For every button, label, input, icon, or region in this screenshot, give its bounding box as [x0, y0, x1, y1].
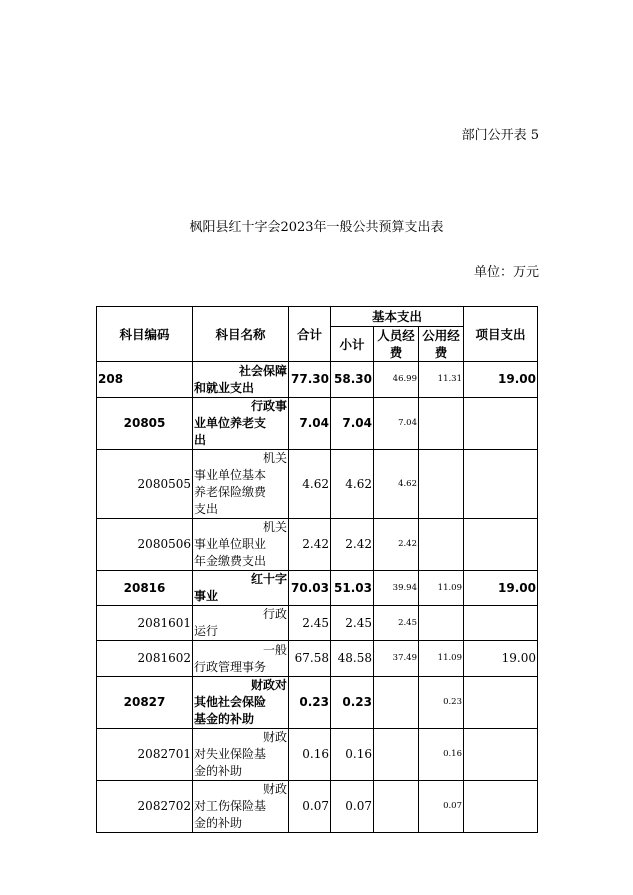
header-personnel: 人员经费: [374, 327, 419, 362]
header-basic: 基本支出: [331, 307, 464, 327]
cell-name-line: 财政: [262, 730, 287, 744]
table-row: [97, 571, 538, 606]
cell-name: [193, 677, 289, 729]
cell-name-line: 对工伤保险基: [194, 799, 267, 813]
cell-name-line: 养老保险缴费: [194, 485, 267, 499]
cell-name: [193, 641, 289, 677]
cell-subtotal: 58.30: [331, 362, 374, 398]
cell-subtotal: 2.42: [331, 519, 374, 571]
table-row: [97, 606, 538, 641]
cell-name: [193, 519, 289, 571]
cell-code: 20827: [97, 677, 193, 729]
cell-public: 0.16: [419, 729, 464, 781]
cell-public: 0.07: [419, 781, 464, 833]
cell-code: 2081602: [97, 641, 193, 677]
cell-name-line: 社会保障: [238, 363, 287, 378]
cell-name-line: 事业单位基本: [194, 468, 267, 482]
cell-total: 4.62: [289, 450, 331, 519]
cell-project: [464, 398, 538, 450]
cell-total: 2.42: [289, 519, 331, 571]
cell-subtotal: 0.16: [331, 729, 374, 781]
cell-project: [464, 519, 538, 571]
cell-total: 77.30: [289, 362, 331, 398]
cell-total: 2.45: [289, 606, 331, 641]
cell-total: 67.58: [289, 641, 331, 677]
cell-code: 2081601: [97, 606, 193, 641]
cell-name: [193, 398, 289, 450]
cell-name: [193, 571, 289, 606]
cell-name-line: 行政事: [250, 399, 287, 413]
cell-personnel: 46.99: [374, 362, 419, 398]
page-label: 部门公开表 5: [461, 128, 539, 143]
cell-public: 11.31: [419, 362, 464, 398]
cell-total: 0.23: [289, 677, 331, 729]
table-row: [97, 781, 538, 833]
cell-code: 208: [97, 362, 193, 398]
cell-personnel: 39.94: [374, 571, 419, 606]
cell-code: 2082701: [97, 729, 193, 781]
cell-personnel: [374, 677, 419, 729]
cell-name-line: 对失业保险基: [194, 747, 267, 761]
cell-total: 0.07: [289, 781, 331, 833]
cell-public: 0.23: [419, 677, 464, 729]
cell-code: 2080505: [97, 450, 193, 519]
cell-name-line: 机关: [262, 520, 287, 534]
cell-name-line: 财政对: [250, 678, 287, 692]
cell-public: [419, 519, 464, 571]
cell-name-line: 事业: [194, 589, 219, 603]
cell-project: 19.00: [464, 641, 538, 677]
cell-subtotal: 4.62: [331, 450, 374, 519]
cell-code: 2080506: [97, 519, 193, 571]
table-body: [97, 362, 538, 833]
cell-name: [193, 362, 289, 398]
cell-name-line: 运行: [194, 624, 219, 638]
cell-name-line: 红十字: [250, 572, 287, 586]
cell-name-line: 财政: [262, 782, 287, 796]
cell-project: [464, 677, 538, 729]
cell-name-line: 金的补助: [194, 764, 243, 778]
cell-project: 19.00: [464, 571, 538, 606]
cell-public: 11.09: [419, 571, 464, 606]
cell-name-line: 和就业支出: [194, 380, 255, 395]
cell-subtotal: 48.58: [331, 641, 374, 677]
cell-code: 20816: [97, 571, 193, 606]
cell-name-line: 业单位养老支: [194, 416, 267, 430]
header-public: 公用经费: [419, 327, 464, 362]
cell-subtotal: 0.23: [331, 677, 374, 729]
cell-name-line: 出: [194, 433, 207, 447]
header-name: 科目名称: [193, 307, 289, 362]
cell-name-line: 金的补助: [194, 816, 243, 830]
header-subtotal: 小计: [331, 327, 374, 362]
cell-project: [464, 450, 538, 519]
cell-subtotal: 51.03: [331, 571, 374, 606]
unit-label: 单位：万元: [473, 265, 539, 280]
cell-personnel: 4.62: [374, 450, 419, 519]
cell-project: [464, 781, 538, 833]
cell-project: 19.00: [464, 362, 538, 398]
cell-name: [193, 781, 289, 833]
table-row: [97, 450, 538, 519]
cell-name: [193, 606, 289, 641]
cell-public: [419, 450, 464, 519]
cell-name-line: 行政管理事务: [194, 659, 267, 674]
table-row: [97, 641, 538, 677]
cell-personnel: [374, 729, 419, 781]
cell-name-line: 一般: [262, 642, 287, 657]
cell-total: 7.04: [289, 398, 331, 450]
cell-personnel: 2.42: [374, 519, 419, 571]
budget-table: [96, 306, 538, 833]
cell-personnel: [374, 781, 419, 833]
cell-name-line: 行政: [262, 607, 287, 621]
cell-personnel: 7.04: [374, 398, 419, 450]
table-row: [97, 362, 538, 398]
cell-subtotal: 7.04: [331, 398, 374, 450]
header-project: 项目支出: [464, 307, 538, 362]
cell-personnel: 2.45: [374, 606, 419, 641]
cell-public: 11.09: [419, 641, 464, 677]
header-total: 合计: [289, 307, 331, 362]
cell-name-line: 年金缴费支出: [194, 554, 267, 568]
table-row: [97, 677, 538, 729]
header-code: 科目编码: [97, 307, 193, 362]
cell-public: [419, 606, 464, 641]
table-row: [97, 519, 538, 571]
table-row: [97, 398, 538, 450]
cell-name-line: 基金的补助: [194, 712, 255, 726]
cell-code: 2082702: [97, 781, 193, 833]
cell-subtotal: 0.07: [331, 781, 374, 833]
table-title: 枫阳县红十字会2023年一般公共预算支出表: [189, 220, 444, 235]
cell-name-line: 事业单位职业: [194, 537, 267, 551]
table-row: [97, 729, 538, 781]
cell-name: [193, 729, 289, 781]
cell-name-line: 其他社会保险: [194, 695, 267, 709]
cell-public: [419, 398, 464, 450]
cell-total: 0.16: [289, 729, 331, 781]
cell-name-line: 支出: [194, 502, 219, 516]
cell-name: [193, 450, 289, 519]
cell-personnel: 37.49: [374, 641, 419, 677]
cell-code: 20805: [97, 398, 193, 450]
cell-total: 70.03: [289, 571, 331, 606]
cell-subtotal: 2.45: [331, 606, 374, 641]
cell-project: [464, 729, 538, 781]
cell-name-line: 机关: [262, 451, 287, 465]
cell-project: [464, 606, 538, 641]
